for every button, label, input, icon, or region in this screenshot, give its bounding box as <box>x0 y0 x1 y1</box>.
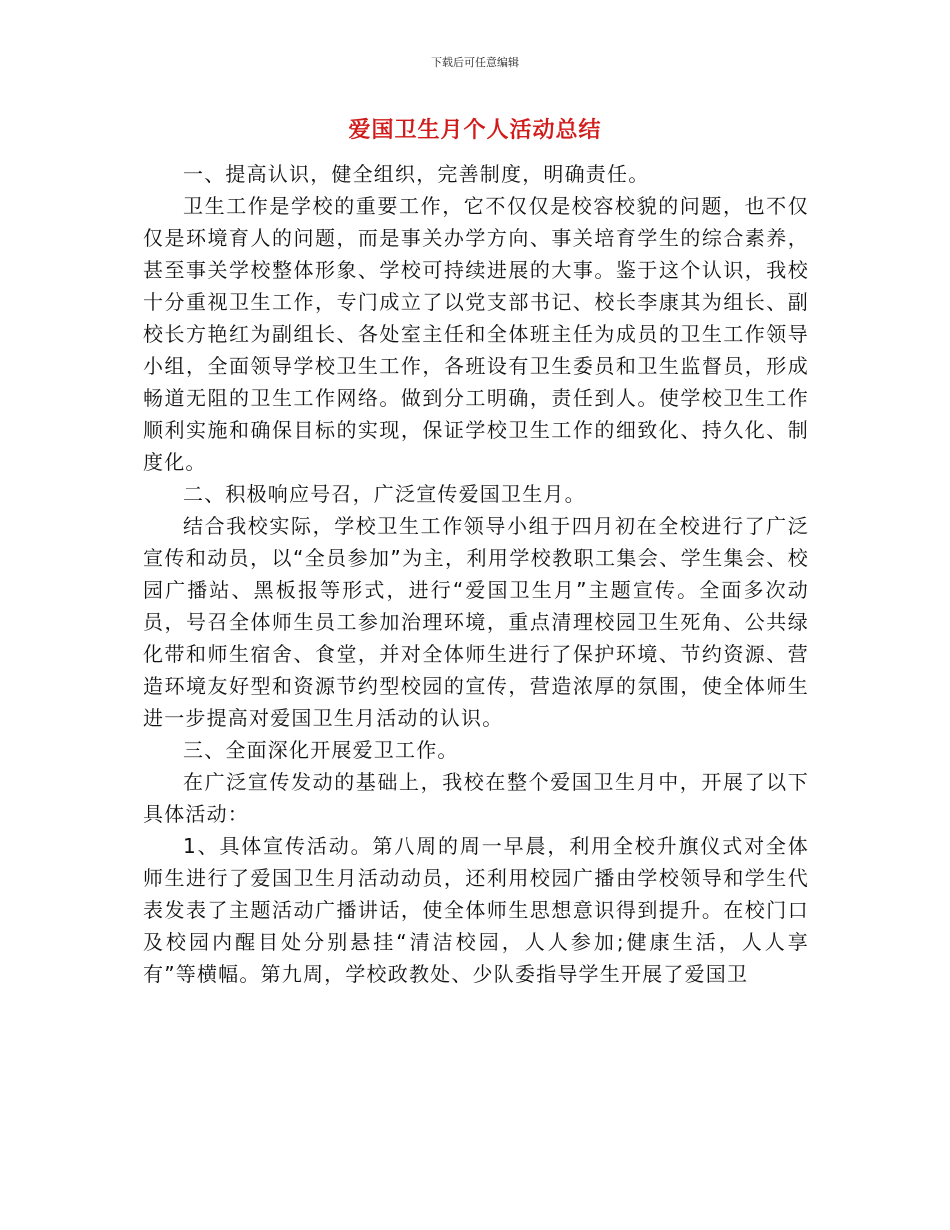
section-heading-1: 一、提高认识，健全组织，完善制度，明确责任。 <box>183 162 650 186</box>
section-heading-3: 三、全面深化开展爱卫工作。 <box>183 738 459 762</box>
paragraph-2: 结合我校实际，学校卫生工作领导小组于四月初在全校进行了广泛宣传和动员，以“全员参加”为主，利用学校教职工集会、学生集会、校园广播站、黑板报等形式，进行“爱国卫生月”主题宣传。全面多次动员，号召全体师生员工参加治理环境，重点清理校园卫生死角、公共绿化带和师生宿舍、食堂，并对全体师生进行了保护环境、节约资源、营造环境友好型和资源节约型校园的宣传，营造浓厚的氛围，使全体师生进一步提高对爱国卫生月活动的认识。 <box>143 514 809 730</box>
section-heading-2: 二、积极响应号召，广泛宣传爱国卫生月。 <box>183 482 586 506</box>
paragraph-4: 1、具体宣传活动。第八周的周一早晨，利用全校升旗仪式对全体师生进行了爱国卫生月活动动员，还利用校园广播由学校领导和学生代表发表了主题活动广播讲话，使全体师生思想意识得到提升。在校门口及校园内醒目处分别悬挂“清洁校园，人人参加;健康生活，人人享有”等横幅。第九周，学校政教处、少队委指导学生开展了爱国卫 <box>143 834 809 986</box>
paragraph-3: 在广泛宣传发动的基础上，我校在整个爱国卫生月中，开展了以下具体活动： <box>143 770 809 826</box>
document-title: 爱国卫生月个人活动总结 <box>348 118 602 143</box>
header-note: 下载后可任意编辑 <box>431 56 519 69</box>
document-body <box>143 158 809 990</box>
paragraph-1: 卫生工作是学校的重要工作，它不仅仅是校容校貌的问题，也不仅仅是环境育人的问题，而是事关办学方向、事关培育学生的综合素养，甚至事关学校整体形象、学校可持续进展的大事。鉴于这个认识，我校十分重视卫生工作，专门成立了以党支部书记、校长李康其为组长、副校长方艳红为副组长、各处室主任和全体班主任为成员的卫生工作领导小组，全面领导学校卫生工作，各班设有卫生委员和卫生监督员，形成畅道无阻的卫生工作网络。做到分工明确，责任到人。使学校卫生工作顺利实施和确保目标的实现，保证学校卫生工作的细致化、持久化、制度化。 <box>143 194 809 474</box>
